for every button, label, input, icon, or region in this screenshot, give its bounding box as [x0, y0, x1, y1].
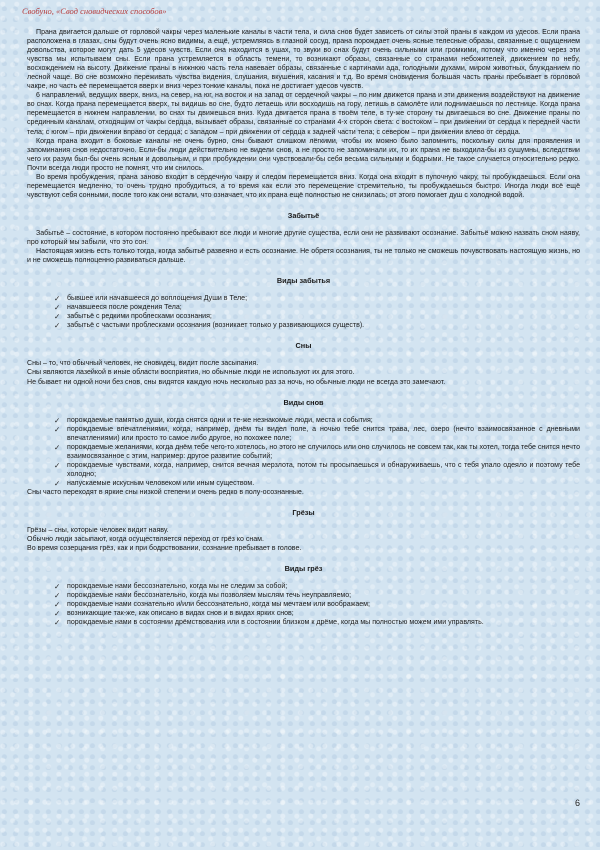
paragraph: Настоящая жизнь есть только тогда, когда забытьё развеяно и есть осознание. Не обретя осознания, ты не только не сможешь почувствовать настоящую жизнь, но и не сможешь полноценно развиваться дальше.: [27, 248, 580, 265]
list-item: ✓ порождаемые нами сознательно и/или бессознательно, когда мы мечтаем или воображаем;: [54, 600, 370, 610]
checklist-vidy-zabytya: [27, 294, 580, 330]
paragraph: Когда прана входит в боковые каналы не очень бурно, сны бывают слишком лёгкими, чтобы их можно было запомнить, поскольку силы для проявления и запоминания снов недостаточно. Если-бы люди действительно не видели снов, а не просто не запоминали их, то их прана не выходила-бы из сушумны, вследствии чего их разум был-бы очень ясным и довольным, и при пробуждении они чувствовали-бы себя весьма сильными и бодрыми. Не такое случается относительно редко. Почти всегда люди просто не помнят, что им снилось.: [27, 137, 580, 172]
list-item: ✓ порождаемые желаниями, когда днём тебе чего-то хотелось, но этого не случилось или оно случилось не совсем так, как ты хотел, тогда тебе снится нечто взаимосвязанное с этим, например: другое развитие событий;: [54, 442, 580, 460]
paragraph: Прана двигается дальше от горловой чакры через маленькие каналы в части тела, и сила снов будет зависеть от силы этой праны в каждом из удесов. Если прана расположена в глазах, сны будут очень ясно видимы, а ещё, устремляясь в глазной сосуд, прана порождает очень ясные телесные образы, связанные с ощущением довольства, которое могут дать 5 удесов чувств. Если она находится в ушах, то звуки во снах будут очень сильными или громкими, потому что именно через эти чувства мы испытываем сны. Если прана устремляется в область темени, то возникают образы, связанные со странами небожителей, движением по небу, восхождением на высоту. Движение праны в нижнюю часть тела навевает образы, связанные с картинами ада, голодными духами, миром животных, блужданием по лесной чаще. Во сне возможно переживать чувства видения, слушания, вкушения, касания и т.д. Во время сновидения большая часть праны пребывает в горловой чакре, но часть её перемещается вверх и вниз через тонкие каналы, пока не достигает удесов чувств.: [27, 29, 580, 91]
section-heading-zabytye: Забытьё: [287, 210, 320, 220]
paragraph: 6 направлений, ведущих вверх, вниз, на север, на юг, на восток и на запад от сердечной чакры – по ним движется прана и эти движения воздействуют на движение во снах. Когда прана перемещается вверх, ты видишь во сне, будто летаешь или восходишь на гору, летишь в самолёте или поднимаешься по лестнице. Когда прана перемещается в нижнем направлении, во снах ты движешься вниз. Куда двигается прана в твоём теле, в ту-же сторону ты двигаешься во сне. Движение праны по срединным каналам, отходящим от чакры сердца, вызывает образы, связанные со странами 4-х сторон света: с востоком – при движении от сердца к передней части тела; с югом – при движении вправо от сердца; с западом – при движении от сердца к задней части тела; с севером – при движении влево от сердца.: [27, 92, 580, 136]
text-line: Сны – то, что обычный человек, не сновидец, видит после засыпания.: [27, 360, 259, 368]
list-item: ✓ напускаемые искусным человеком или иным существом.: [54, 478, 255, 488]
list-item: ✓ начавшееся после рождения Тела;: [54, 303, 182, 313]
check-icon: ✓: [54, 303, 61, 313]
list-item: ✓ забытьё с редкими проблесками осознания;: [54, 312, 212, 322]
checklist-vidy-snov: [27, 416, 580, 488]
document-body: [27, 28, 580, 627]
checklist-vidy-grez: [27, 582, 580, 627]
check-icon: ✓: [54, 582, 61, 592]
list-item: ✓ бывшее или начавшееся до воплощения Души в Теле;: [54, 294, 248, 304]
text-line: Обычно люди засыпают, когда осуществляется переход от грёз ко снам.: [27, 536, 264, 544]
list-item: ✓ порождаемые нами бессознательно, когда мы позволяем мыслям течь неуправляемо;: [54, 591, 352, 601]
check-icon: ✓: [54, 478, 61, 488]
paragraph: Забытьё – состояние, в котором постоянно пребывают все люди и многие другие существа, если они не развивают осознание. Забытьё можно назвать сном наяву, про который мы забыли, что это сон.: [27, 229, 580, 246]
check-icon: ✓: [54, 591, 61, 601]
check-icon: ✓: [54, 600, 61, 610]
check-icon: ✓: [54, 294, 61, 304]
text-line: Сны являются лазейкой в иные области восприятия, но обычные люди не используют их для этого.: [27, 369, 355, 377]
list-item: ✓ порождаемые нами в состоянии дрёмствования или в состоянии близком к дрёме, когда мы полностью можем ими управлять.: [54, 618, 484, 628]
check-icon: ✓: [54, 442, 61, 452]
list-item: ✓ порождаемые чувствами, когда, например, снится вечная мерзлота, потом ты просыпаешься и обнаруживаешь, что с тебя упало одеяло и поэтому тебе холодно;: [54, 460, 580, 478]
text-line: Грёзы – сны, которые человек видит наяву.: [27, 527, 169, 535]
check-icon: ✓: [54, 618, 61, 628]
text-line: Во время созерцания грёз, как и при бодрствовании, сознание пребывает в голове.: [27, 545, 302, 553]
running-header: Свобуно, «Свод сновидческих способов»: [22, 6, 167, 16]
section-heading-vidy-grez: Виды грёз: [284, 564, 323, 574]
check-icon: ✓: [54, 321, 61, 331]
list-item: ✓ порождаемые памятью души, когда снятся одни и те-же незнакомые люди, места и события;: [54, 415, 373, 425]
list-item: ✓ порождаемые нами бессознательно, когда мы не следим за собой;: [54, 582, 288, 592]
section-heading-vidy-zabytya: Виды забытья: [276, 276, 331, 286]
check-icon: ✓: [54, 460, 61, 470]
check-icon: ✓: [54, 415, 61, 425]
check-icon: ✓: [54, 312, 61, 322]
section-heading-grezy: Грёзы: [292, 508, 315, 518]
text-line: Не бывает ни одной ночи без снов, сны видятся каждую ночь несколько раз за ночь, но обычные люди не всегда это замечают.: [27, 378, 446, 386]
section-heading-vidy-snov: Виды снов: [283, 397, 324, 407]
section-heading-sny: Сны: [295, 341, 312, 351]
page-number: 6: [574, 798, 580, 808]
check-icon: ✓: [54, 424, 61, 434]
list-item: ✓ забытьё с частыми проблесками осознания (возникает только у развивающихся существ).: [54, 321, 365, 331]
paragraph: Во время пробуждения, прана заново входит в сердечную чакру и следом перемещается вниз. Когда она входит в пупочную чакру, ты пробуждаешься. Если она перемещается медленно, то очень трудно пробудиться, а то время как если это перемещение стремительно, ты пробуждаешься быстро. Иногда люди всё ещё чувствуют себя сонными, после того как они встали, что означает, что их прана ещё полностью не снизилась; от этого помогает душ с холодной водой.: [27, 173, 580, 199]
text-line: Сны часто переходят в яркие сны низкой степени и очень редко в полу-осознанные.: [27, 488, 304, 496]
list-item: ✓ возникающие так-же, как описано в видах снов и в видах ярких снов;: [54, 609, 294, 619]
list-item: ✓ порождаемые впечатлениями, когда, например, днём ты видел поле, а ночью тебе снится трава, лес, озеро (нечто взаимосвязанное с дневными впечатлениями) или просто то самое либо другое, но похожее поле;: [54, 424, 580, 442]
check-icon: ✓: [54, 609, 61, 619]
